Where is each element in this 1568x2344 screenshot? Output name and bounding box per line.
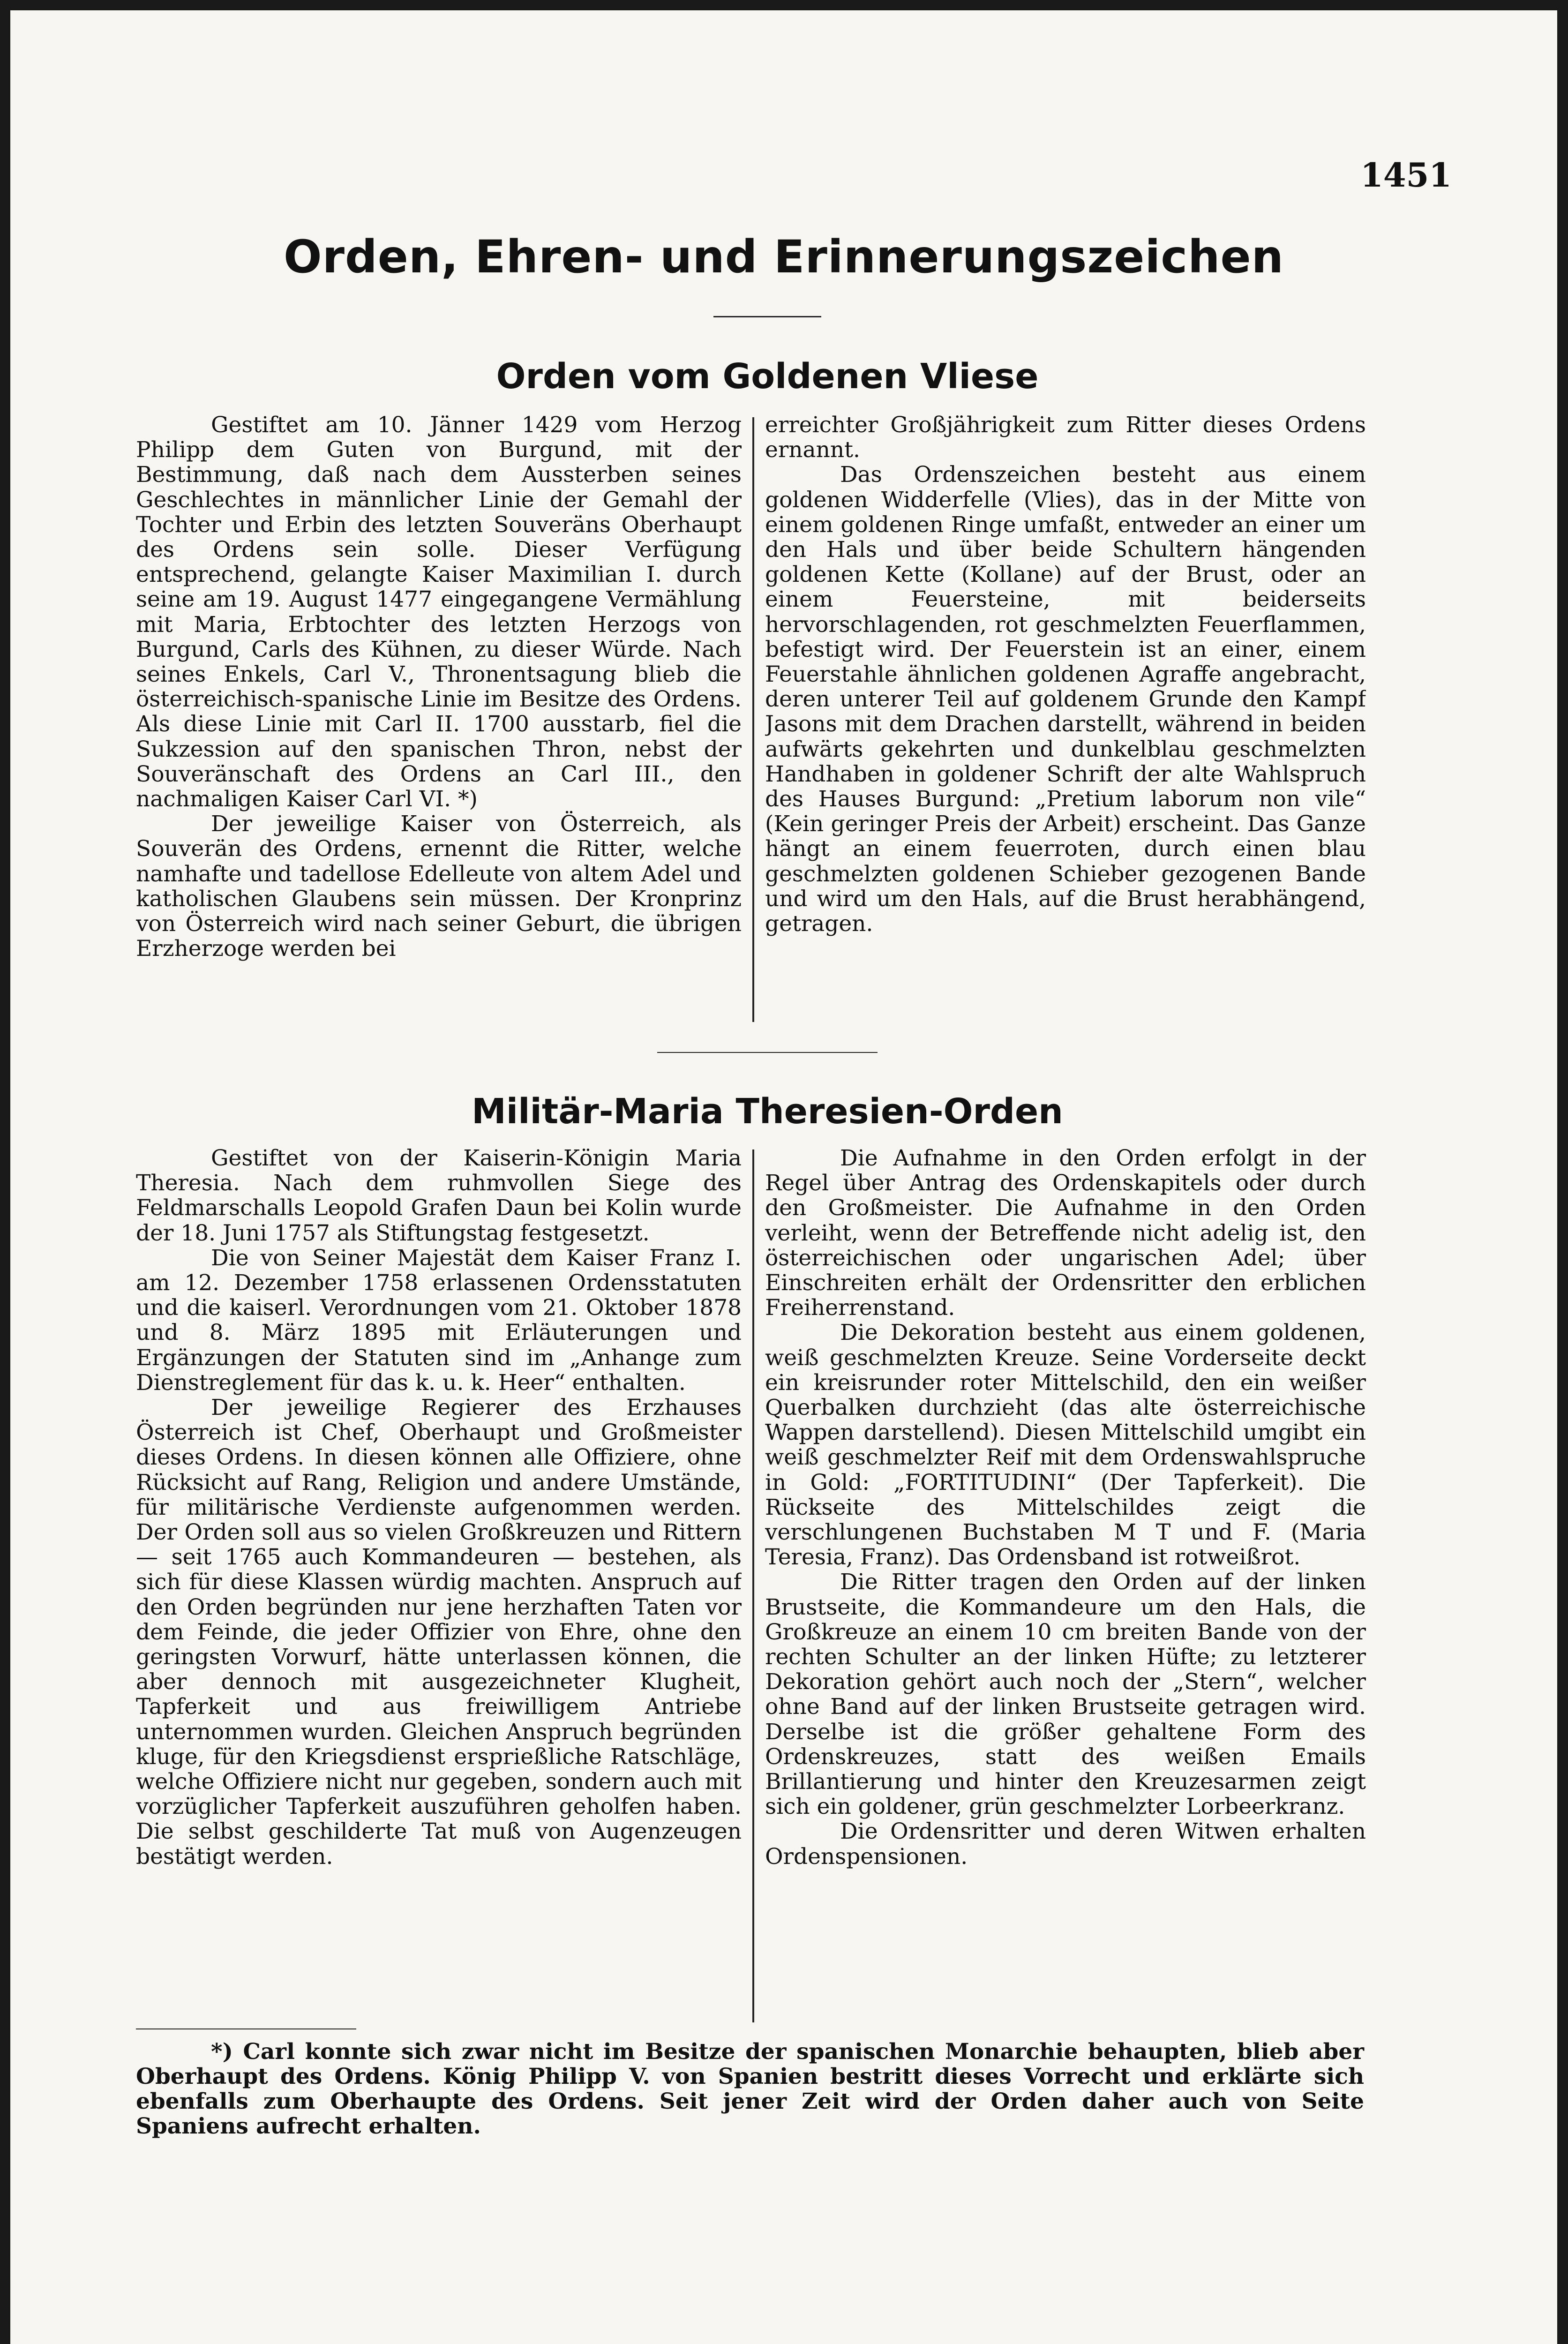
- column-divider: [752, 1149, 754, 2022]
- page-title: Orden, Ehren- und Erinnerungszeichen: [284, 231, 1284, 283]
- footnote-text: *) Carl konnte sich zwar nicht im Besitze der spanischen Monarchie behaupten, blieb aber Oberhaupt des Ordens. König Philipp V. von Spanien bestritt dieses Vorrecht und erklärte sich ebenfalls zum Oberhaupte des Ordens. Seit jener Zeit wird der Orden daher auch von Seite Spaniens aufrecht erhalten.: [136, 2039, 1364, 2139]
- book-page: [10, 10, 1557, 2344]
- column-divider: [752, 417, 754, 1022]
- paragraph: Die Aufnahme in den Orden erfolgt in der Regel über Antrag des Ordenskapitels oder durch den Großmeister. Die Aufnahme in den Orden verleiht, wenn der Betreffende nicht adelig ist, den österreichischen oder ungarischen Adel; über Einschreiten erhält der Ordensritter den erblichen Freiherrenstand.: [765, 1146, 1366, 1321]
- section-title-golden-fleece: Orden vom Goldenen Vliese: [496, 356, 1039, 397]
- paragraph: erreichter Großjährigkeit zum Ritter dieses Ordens ernannt.: [765, 413, 1366, 463]
- section1-left-column: [136, 413, 742, 1022]
- paragraph: Die Ritter tragen den Orden auf der linken Brustseite, die Kommandeure um den Hals, die Großkreuze an einem 10 cm breiten Bande von der rechten Schulter an der linken Hüfte; zu letzterer Dekoration gehört auch noch der „Stern“, welcher ohne Band auf der linken Brustseite getragen wird. Derselbe ist die größer gehaltene Form des Ordenskreuzes, statt des weißen Emails Brillantierung und hinter den Kreuzesarmen zeigt sich ein goldener, grün geschmelzter Lorbeerkranz.: [765, 1569, 1366, 1820]
- section2-left-column: [136, 1146, 742, 2022]
- paragraph: Die Ordensritter und deren Witwen erhalten Ordenspensionen.: [765, 1818, 1366, 1870]
- paragraph: Das Ordenszeichen besteht aus einem goldenen Widderfelle (Vlies), das in der Mitte von einem goldenen Ringe umfaßt, entweder an einer um den Hals und über beide Schultern hängenden goldenen Kette (Kollane) auf der Brust, oder an einem Feuersteine, mit beiderseits hervorschlagenden, rot geschmelzten Feuerflammen, befestigt wird. Der Feuerstein ist an einer, einem Feuerstahle ähnlichen goldenen Agraffe angebracht, deren unterer Teil auf goldenem Grunde den Kampf Jasons mit dem Drachen darstellt, während in beiden aufwärts gekehrten und dunkelblau geschmelzten Handhaben in goldener Schrift der alte Wahlspruch des Hauses Burgund: „Pretium laborum non vile“ (Kein geringer Preis der Arbeit) erscheint. Das Ganze hängt an einem feuerroten, durch einen blau geschmelzten goldenen Schieber gezogenen Bande und wird um den Hals, auf die Brust herabhängend, getragen.: [765, 462, 1366, 937]
- paragraph: Der jeweilige Kaiser von Österreich, als Souverän des Ordens, ernennt die Ritter, welche namhafte und tadellose Edelleute von altem Adel und katholischen Glaubens sein müssen. Der Kronprinz von Österreich wird nach seiner Geburt, die übrigen Erzherzoge werden bei: [136, 811, 742, 962]
- section2-right-column: [765, 1146, 1366, 2022]
- page-number: 1451: [1360, 156, 1452, 195]
- section1-right-column: [765, 413, 1366, 1022]
- footnote: [136, 2039, 1364, 2139]
- footnote-rule: [136, 2028, 356, 2029]
- title-rule: [713, 316, 821, 317]
- paragraph: Die Dekoration besteht aus einem goldenen, weiß geschmelzten Kreuze. Seine Vorderseite deckt ein kreisrunder roter Mittelschild, den ein weißer Querbalken durchzieht (das alte österreichische Wappen darstellend). Diesen Mittelschild umgibt ein weiß geschmelzter Reif mit dem Ordenswahlspruche in Gold: „FORTITUDINI“ (Der Tapferkeit). Die Rückseite des Mittelschildes zeigt die verschlungenen Buchstaben M T und F. (Maria Teresia, Franz). Das Ordensband ist rotweißrot.: [765, 1320, 1366, 1570]
- paragraph: Der jeweilige Regierer des Erzhauses Österreich ist Chef, Oberhaupt und Großmeister dieses Ordens. In diesen können alle Offiziere, ohne Rücksicht auf Rang, Religion und andere Umstände, für militärische Verdienste aufgenommen werden. Der Orden soll aus so vielen Großkreuzen und Rittern — seit 1765 auch Kommandeuren — bestehen, als sich für diese Klassen würdig machten. Anspruch auf den Orden begründen nur jene herzhaften Taten vor dem Feinde, die jeder Offizier von Ehre, ohne den geringsten Vorwurf, hätte unterlassen können, die aber dennoch mit ausgezeichneter Klugheit, Tapferkeit und aus freiwilligem Antriebe unternommen wurden. Gleichen Anspruch begründen kluge, für den Kriegsdienst ersprießliche Ratschläge, welche Offiziere nicht nur gegeben, sondern auch mit vorzüglicher Tapferkeit auszuführen geholfen haben. Die selbst geschilderte Tat muß von Augenzeugen bestätigt werden.: [136, 1395, 742, 1870]
- paragraph: Gestiftet am 10. Jänner 1429 vom Herzog Philipp dem Guten von Burgund, mit der Bestimmung, daß nach dem Aussterben seines Geschlechtes in männlicher Linie der Gemahl der Tochter und Erbin des letzten Souveräns Oberhaupt des Ordens sein solle. Dieser Verfügung entsprechend, gelangte Kaiser Maximilian I. durch seine am 19. August 1477 eingegangene Vermählung mit Maria, Erbtochter des letzten Herzogs von Burgund, Carls des Kühnen, zu dieser Würde. Nach seines Enkels, Carl V., Thronentsagung blieb die österreichisch-spanische Linie im Besitze des Ordens. Als diese Linie mit Carl II. 1700 ausstarb, fiel die Sukzession auf den spanischen Thron, nebst der Souveränschaft des Ordens an Carl III., den nachmaligen Kaiser Carl VI. *): [136, 413, 742, 812]
- paragraph: Gestiftet von der Kaiserin-Königin Maria Theresia. Nach dem ruhmvollen Siege des Feldmarschalls Leopold Grafen Daun bei Kolin wurde der 18. Juni 1757 als Stiftungstag festgesetzt.: [136, 1146, 742, 1246]
- section-rule: [657, 1052, 878, 1053]
- paragraph: Die von Seiner Majestät dem Kaiser Franz I. am 12. Dezember 1758 erlassenen Ordensstatuten und die kaiserl. Verordnungen vom 21. Oktober 1878 und 8. März 1895 mit Erläuterungen und Ergänzungen der Statuten sind im „Anhange zum Dienstreglement für das k. u. k. Heer“ enthalten.: [136, 1245, 742, 1396]
- section-title-maria-theresien: Militär-Maria Theresien-Orden: [472, 1091, 1063, 1132]
